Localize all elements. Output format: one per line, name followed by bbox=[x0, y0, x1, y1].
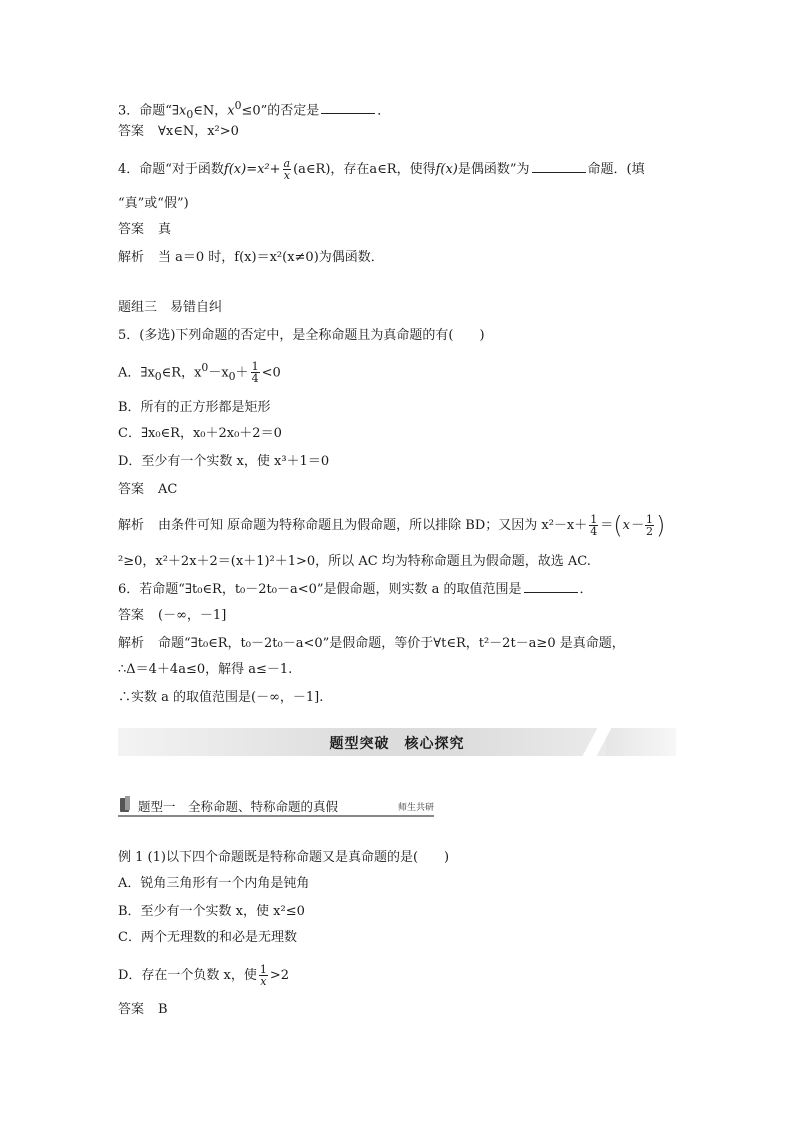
analysis-text: x－ bbox=[622, 518, 643, 533]
fraction-numerator: 1 bbox=[590, 513, 598, 526]
q5-option-c: C．∃x₀∈R，x₀＋2x₀＋2＝0 bbox=[118, 426, 282, 441]
q3-var: x bbox=[227, 103, 235, 119]
fraction-denominator: 2 bbox=[646, 525, 653, 538]
question-5: 5．(多选)下列命题的否定中，是全称命题且为真命题的有( ) bbox=[118, 328, 485, 343]
q6-analysis-line2: ∴Δ＝4＋4a≤0，解得 a≤－1. bbox=[118, 662, 293, 677]
answer-blank bbox=[321, 101, 375, 114]
q3-sup: 0 bbox=[234, 99, 242, 112]
q5-analysis-line2: ²≥0，x²＋2x＋2＝(x＋1)²＋1>0，所以 AC 均为特称命题且为假命题，故选 AC. bbox=[118, 554, 591, 569]
option-text: >2 bbox=[269, 968, 290, 983]
question-6 bbox=[118, 580, 593, 600]
q3-answer bbox=[118, 122, 239, 142]
q4-text: 是偶函数”为 bbox=[457, 162, 530, 177]
section-tag: 师生共研 bbox=[397, 803, 434, 813]
fraction-denominator: 4 bbox=[590, 525, 598, 538]
analysis-text: ＝ bbox=[600, 518, 614, 533]
q5-option-b: B．所有的正方形都是矩形 bbox=[118, 400, 271, 415]
q6-text: ． bbox=[579, 582, 593, 597]
answer-label: 答案 bbox=[118, 1002, 145, 1017]
q4-text: f(x) bbox=[435, 162, 458, 177]
option-text: －x bbox=[208, 365, 229, 381]
q3-text: 3．命题“∃ bbox=[118, 103, 179, 119]
q6-analysis-line3: ∴实数 a 的取值范围是(－∞，－1]. bbox=[118, 690, 324, 705]
group-title: 题组三 易错自纠 bbox=[118, 300, 223, 315]
q3-text: ∈N， bbox=[193, 103, 228, 119]
option-text: ＋ bbox=[235, 365, 249, 381]
option-text: <0 bbox=[261, 365, 281, 381]
fraction bbox=[283, 158, 292, 181]
fraction bbox=[251, 361, 260, 384]
fraction-denominator: x bbox=[283, 169, 290, 182]
superscript: 0 bbox=[201, 361, 209, 374]
example-1-option-d bbox=[118, 964, 289, 987]
right-paren: ) bbox=[656, 511, 666, 540]
q3-var: x bbox=[178, 103, 187, 119]
question-4 bbox=[118, 158, 645, 181]
example-1: 例 1 (1)以下四个命题既是特称命题又是真命题的是( ) bbox=[118, 850, 450, 865]
analysis-label: 解析 bbox=[118, 518, 145, 533]
q3-text: ． bbox=[377, 103, 391, 119]
q5-answer bbox=[118, 480, 177, 500]
q5-option-d: D．至少有一个实数 x，使 x³＋1＝0 bbox=[118, 454, 330, 469]
q4-line2: “真”或“假”) bbox=[118, 196, 189, 211]
fraction-numerator: 1 bbox=[251, 360, 259, 374]
answer-value: 真 bbox=[158, 222, 172, 237]
q4-analysis bbox=[118, 248, 384, 268]
section-title: 题型一 全称命题、特称命题的真假 bbox=[138, 799, 339, 814]
fraction-denominator: x bbox=[260, 975, 267, 988]
analysis-text: 由条件可知 原命题为特称命题且为假命题，所以排除 BD；又因为 x²－x＋ bbox=[158, 518, 588, 533]
fraction bbox=[259, 964, 268, 987]
q3-sub: 0 bbox=[186, 107, 194, 121]
q6-text: 6．若命题“∃t₀∈R，t₀－2t₀－a<0”是假命题，则实数 a 的取值范围是 bbox=[118, 582, 522, 597]
example-1-option-b: B．至少有一个实数 x，使 x²≤0 bbox=[118, 904, 305, 919]
analysis-label: 解析 bbox=[118, 250, 145, 265]
q4-func: f(x)=x²+ bbox=[223, 162, 281, 177]
q6-answer bbox=[118, 606, 226, 626]
fraction-denominator: 4 bbox=[251, 372, 259, 386]
q4-answer bbox=[118, 220, 171, 240]
analysis-text: 当 a＝0 时，f(x)＝x²(x≠0)为偶函数． bbox=[158, 250, 384, 265]
q4-text: 4．命题“对于函数 bbox=[118, 162, 224, 177]
fraction-numerator: 1 bbox=[646, 513, 653, 526]
analysis-label: 解析 bbox=[118, 636, 145, 651]
answer-value: ∀x∈N，x²>0 bbox=[158, 124, 239, 139]
fraction bbox=[645, 514, 654, 537]
q6-analysis bbox=[118, 634, 625, 654]
q5-option-a bbox=[118, 358, 281, 387]
fraction-numerator: 1 bbox=[259, 963, 267, 976]
answer-value: AC bbox=[158, 482, 178, 497]
example-1-answer bbox=[118, 1000, 168, 1020]
left-paren: ( bbox=[613, 511, 623, 540]
option-text: D．存在一个负数 x，使 bbox=[118, 968, 257, 983]
section-underline bbox=[118, 815, 434, 817]
answer-label: 答案 bbox=[118, 482, 145, 497]
fraction-numerator: a bbox=[283, 157, 291, 170]
q4-text: (a∈R)，存在 bbox=[293, 162, 370, 177]
bookmark-icon-accent bbox=[125, 796, 130, 810]
option-text: ∈R，x bbox=[161, 365, 202, 381]
q3-text: ≤0”的否定是 bbox=[241, 103, 320, 119]
answer-label: 答案 bbox=[118, 222, 145, 237]
answer-blank bbox=[524, 580, 578, 593]
section-heading bbox=[118, 796, 434, 816]
q5-analysis bbox=[118, 511, 666, 540]
subscript: 0 bbox=[228, 369, 236, 383]
subscript: 0 bbox=[154, 369, 162, 383]
q4-text: 命题．(填 bbox=[587, 162, 645, 177]
question-3 bbox=[118, 96, 390, 125]
example-1-option-c: C．两个无理数的和必是无理数 bbox=[118, 930, 297, 945]
fraction bbox=[589, 514, 598, 537]
q4-text: a∈R，使得 bbox=[369, 162, 436, 177]
answer-label: 答案 bbox=[118, 124, 145, 139]
section-banner bbox=[118, 728, 676, 756]
banner-title: 题型突破 核心探究 bbox=[329, 736, 465, 752]
answer-label: 答案 bbox=[118, 608, 145, 623]
example-1-option-a: A．锐角三角形有一个内角是钝角 bbox=[118, 876, 310, 891]
answer-blank bbox=[532, 160, 586, 173]
answer-value: B bbox=[158, 1002, 168, 1017]
option-text: A．∃x bbox=[118, 365, 155, 381]
answer-value: (－∞，－1] bbox=[158, 608, 227, 623]
analysis-text: 命题“∃t₀∈R，t₀－2t₀－a<0”是假命题，等价于∀t∈R，t²－2t－a≥0 是真命题， bbox=[158, 636, 625, 651]
